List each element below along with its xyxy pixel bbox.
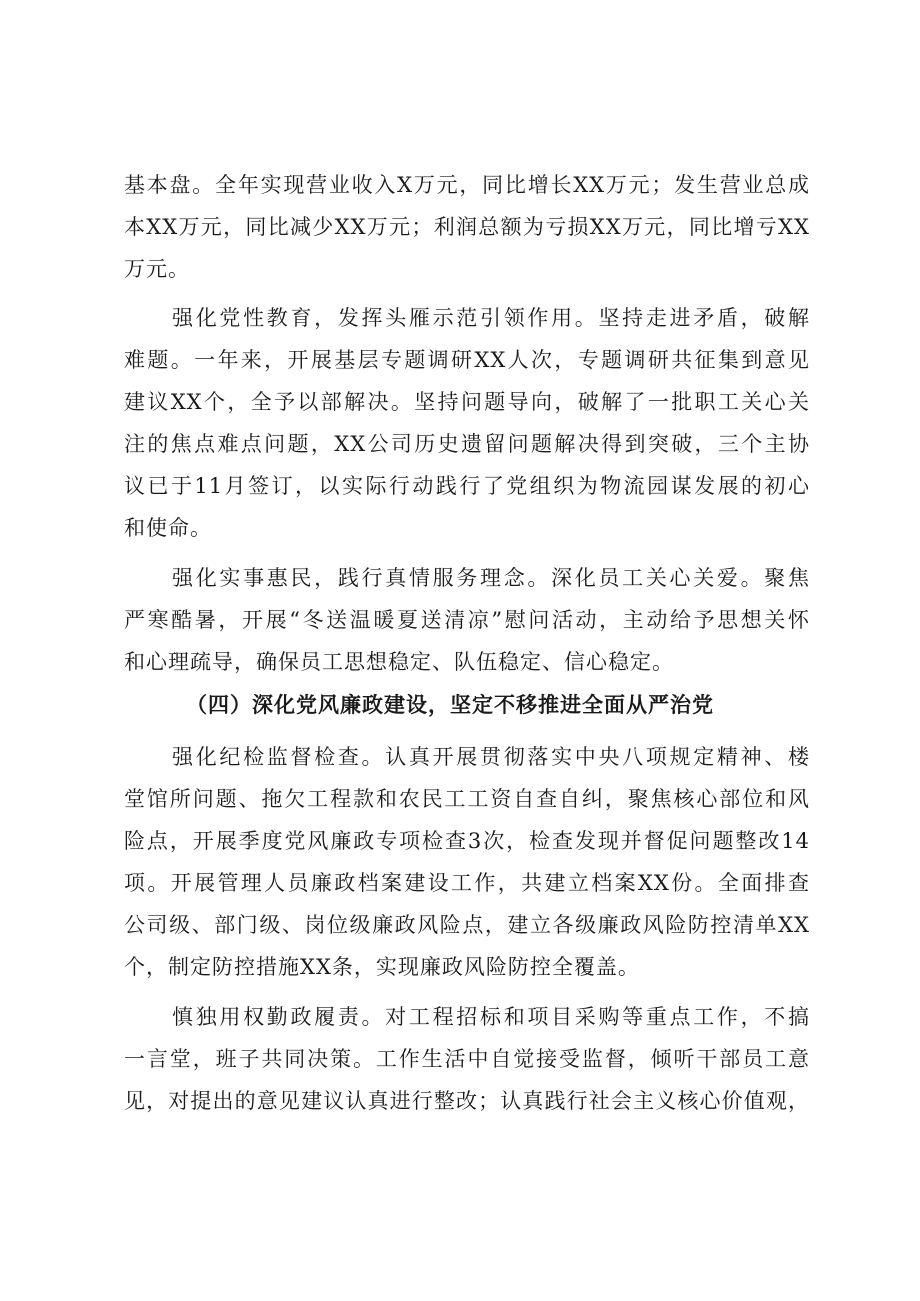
paragraph-first-line: 强化实事惠民，践行真情服务理念。深化员工关心关爱。聚焦 (172, 566, 810, 590)
text-line: 严寒酷暑，开展“冬送温暖夏送清凉”慰问活动，主动给予思想关怀 (124, 608, 810, 632)
text-line: 建议XX个，全予以部解决。坚持问题导向，破解了一批职工关心关 (124, 390, 810, 414)
text-line: 本XX万元，同比减少XX万元；利润总额为亏损XX万元，同比增亏XX (124, 215, 810, 239)
text-line: 万元。 (124, 257, 190, 281)
text-line: 和心理疏导，确保员工思想稳定、队伍稳定、信心稳定。 (124, 650, 674, 674)
text-line: 个，制定防控措施XX条，实现廉政风险防控全覆盖。 (124, 955, 640, 979)
text-line: 议已于11月签订，以实际行动践行了党组织为物流园谋发展的初心 (124, 474, 810, 498)
text-line: 基本盘。全年实现营业收入X万元，同比增长XX万元；发生营业总成 (124, 173, 810, 197)
text-line: 项。开展管理人员廉政档案建设工作，共建立档案XX份。全面排查 (124, 871, 810, 895)
paragraph-first-line: 强化党性教育，发挥头雁示范引领作用。坚持走进矛盾，破解 (172, 306, 810, 330)
section-heading: （四）深化党风廉政建设，坚定不移推进全面从严治党 (186, 693, 714, 717)
paragraph-first-line: 慎独用权勤政履责。对工程招标和项目采购等重点工作，不搞 (172, 1005, 810, 1029)
text-line: 堂馆所问题、拖欠工程款和农民工工资自查自纠，聚焦核心部位和风 (124, 787, 810, 811)
text-line: 公司级、部门级、岗位级廉政风险点，建立各级廉政风险防控清单XX (124, 913, 810, 937)
paragraph-first-line: 强化纪检监督检查。认真开展贯彻落实中央八项规定精神、楼 (172, 745, 810, 769)
text-line: 注的焦点难点问题，XX公司历史遗留问题解决得到突破，三个主协 (124, 432, 810, 456)
text-line: 和使命。 (124, 516, 212, 540)
text-line: 见，对提出的意见建议认真进行整改；认真践行社会主义核心价值观， (124, 1089, 810, 1113)
text-line: 一言堂，班子共同决策。工作生活中自觉接受监督，倾听干部员工意 (124, 1047, 810, 1071)
text-line: 难题。一年来，开展基层专题调研XX人次，专题调研共征集到意见 (124, 348, 810, 372)
text-line: 险点，开展季度党风廉政专项检查3次，检查发现并督促问题整改14 (124, 829, 810, 853)
